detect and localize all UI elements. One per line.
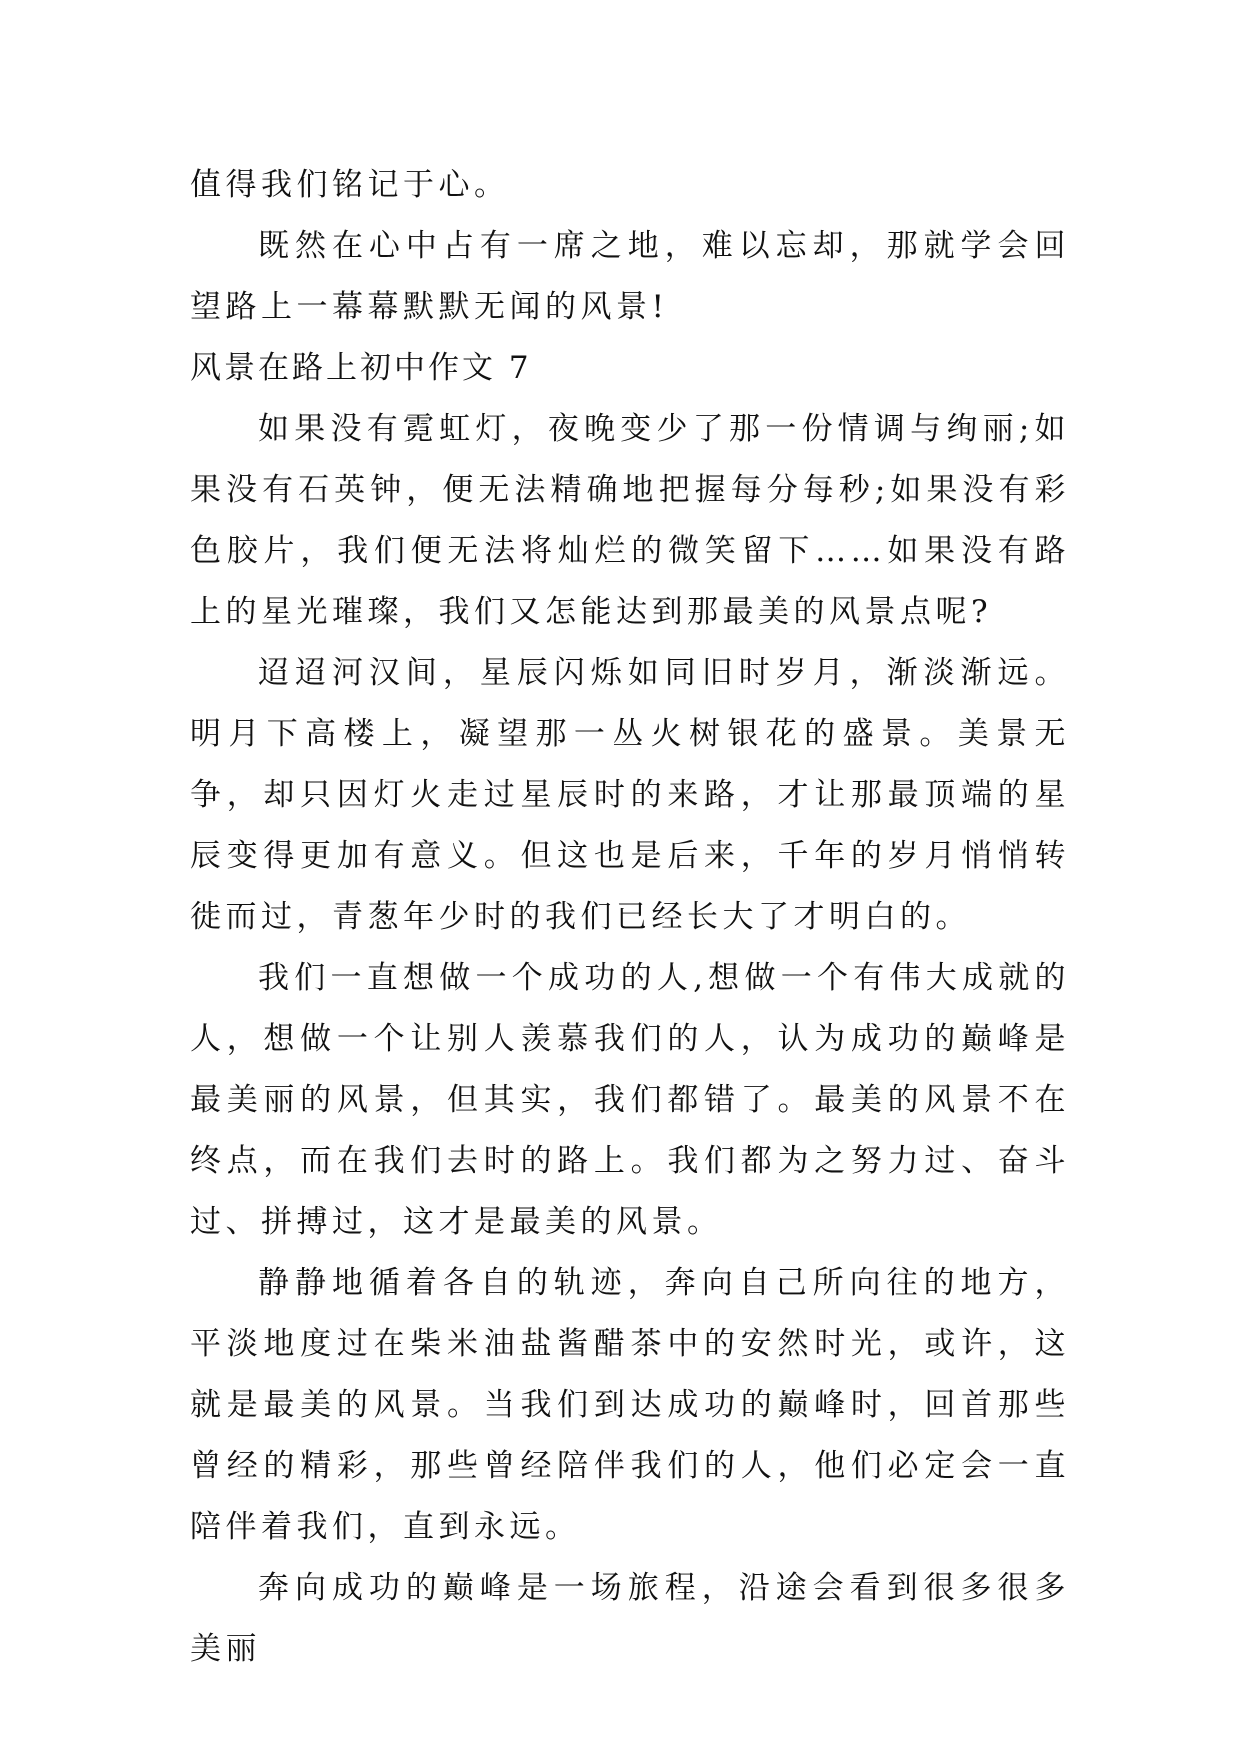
paragraph-truncated: 奔向成功的巅峰是一场旅程，沿途会看到很多很多美丽 xyxy=(190,1570,1070,1667)
paragraph: 如果没有霓虹灯，夜晚变少了那一份情调与绚丽;如果没有石英钟，便无法精确地把握每分每秒;如果没有彩色胶片，我们便无法将灿烂的微笑留下……如果没有路上的星光璀璨，我们又怎能达到那最美的风景点呢? xyxy=(190,411,1070,630)
document-body xyxy=(190,155,1070,1680)
paragraph: 我们一直想做一个成功的人,想做一个有伟大成就的人，想做一个让别人羡慕我们的人，认为成功的巅峰是最美丽的风景，但其实，我们都错了。最美的风景不在终点，而在我们去时的路上。我们都为之努力过、奋斗过、拼搏过，这才是最美的风景。 xyxy=(190,960,1070,1240)
paragraph: 静静地循着各自的轨迹，奔向自己所向往的地方，平淡地度过在柴米油盐酱醋茶中的安然时光，或许，这就是最美的风景。当我们到达成功的巅峰时，回首那些曾经的精彩，那些曾经陪伴我们的人，他们必定会一直陪伴着我们，直到永远。 xyxy=(190,1265,1070,1545)
paragraph: 迢迢河汉间，星辰闪烁如同旧时岁月，渐淡渐远。明月下高楼上，凝望那一丛火树银花的盛景。美景无争，却只因灯火走过星辰时的来路，才让那最顶端的星辰变得更加有意义。但这也是后来，千年的岁月悄悄转徙而过，青葱年少时的我们已经长大了才明白的。 xyxy=(190,655,1070,935)
paragraph-continuation: 值得我们铭记于心。 xyxy=(190,167,510,203)
section-title: 风景在路上初中作文 7 xyxy=(190,350,532,386)
paragraph: 既然在心中占有一席之地，难以忘却，那就学会回望路上一幕幕默默无闻的风景! xyxy=(190,228,1070,325)
